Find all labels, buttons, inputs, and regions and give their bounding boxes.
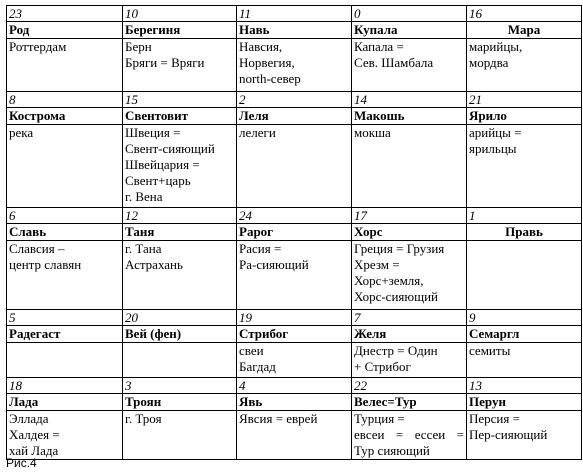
association-line: Хрезм =	[354, 257, 400, 272]
association-cell	[237, 241, 352, 310]
deity-name: Макошь	[352, 108, 467, 125]
deity-number: 3	[123, 378, 237, 394]
association-line: Астрахань	[125, 257, 183, 272]
deity-number: 12	[123, 208, 237, 224]
association-line: Швейцария =	[125, 157, 200, 172]
association-line: свеи	[239, 343, 264, 358]
name-row	[7, 224, 582, 241]
name-row	[7, 108, 582, 125]
association-cell	[123, 241, 237, 310]
deity-number: 0	[352, 6, 467, 22]
association-line: Персия =	[469, 411, 520, 426]
association-row	[7, 125, 582, 208]
association-line: г. Вена	[125, 189, 163, 204]
deity-name: Хорс	[352, 224, 467, 241]
association-row	[7, 343, 582, 378]
deity-table-body	[7, 6, 582, 460]
deity-number: 22	[352, 378, 467, 394]
deity-number: 10	[123, 6, 237, 22]
deity-number: 16	[467, 6, 582, 22]
association-cell	[237, 411, 352, 460]
deity-name: Перун	[467, 394, 582, 411]
deity-number: 11	[237, 6, 352, 22]
association-cell	[467, 125, 582, 208]
deity-name: Кострома	[7, 108, 123, 125]
deity-number: 20	[123, 310, 237, 326]
association-line: мордва	[469, 55, 509, 70]
association-line: г. Троя	[125, 411, 162, 426]
association-cell	[7, 39, 123, 92]
association-line: Хорс+земля,	[354, 273, 424, 288]
name-row	[7, 326, 582, 343]
association-line: Греция = Грузия	[354, 241, 445, 256]
deity-name: Свентовит	[123, 108, 237, 125]
association-line: Навсия,	[239, 39, 283, 54]
association-cell	[352, 411, 467, 460]
association-line: Халдея =	[9, 427, 60, 442]
deity-name: Вей (фен)	[123, 326, 237, 343]
deity-number: 17	[352, 208, 467, 224]
association-line: north-север	[239, 71, 301, 86]
association-cell	[7, 411, 123, 460]
association-cell	[123, 343, 237, 378]
association-cell	[352, 125, 467, 208]
association-line: лелеги	[239, 125, 276, 140]
deity-number: 4	[237, 378, 352, 394]
deity-table	[6, 5, 582, 460]
deity-number: 14	[352, 92, 467, 108]
association-line: евсеи = ессеи =	[354, 427, 464, 442]
association-cell	[7, 125, 123, 208]
deity-number: 5	[7, 310, 123, 326]
deity-number: 9	[467, 310, 582, 326]
figure-caption: Рис.4	[6, 456, 37, 470]
deity-name: Явь	[237, 394, 352, 411]
deity-name: Лада	[7, 394, 123, 411]
deity-number: 2	[237, 92, 352, 108]
number-row	[7, 310, 582, 326]
deity-name: Мара	[467, 22, 582, 39]
association-line: Норвегия,	[239, 55, 295, 70]
association-line: центр славян	[9, 257, 82, 272]
association-cell	[467, 241, 582, 310]
association-line: Тур сияющий	[354, 443, 430, 458]
deity-name: Купала	[352, 22, 467, 39]
association-line: марийцы,	[469, 39, 523, 54]
association-line: Явсия = еврей	[239, 411, 318, 426]
deity-number: 1	[467, 208, 582, 224]
association-line: Хорс-сияющий	[354, 289, 439, 304]
association-line: Капала =	[354, 39, 404, 54]
association-line: хай Лада	[9, 443, 59, 458]
name-row	[7, 22, 582, 39]
association-row	[7, 411, 582, 460]
association-line: + Стрибог	[354, 359, 411, 374]
association-line: семиты	[469, 343, 511, 358]
association-cell	[352, 241, 467, 310]
association-line: Берн	[125, 39, 152, 54]
association-cell	[237, 39, 352, 92]
association-line: г. Тана	[125, 241, 162, 256]
association-cell	[467, 343, 582, 378]
deity-number: 6	[7, 208, 123, 224]
association-line: арийцы =	[469, 125, 522, 140]
deity-name: Славь	[7, 224, 123, 241]
deity-number: 13	[467, 378, 582, 394]
deity-name: Стрибог	[237, 326, 352, 343]
association-cell	[123, 411, 237, 460]
number-row	[7, 6, 582, 22]
deity-name: Правь	[467, 224, 582, 241]
association-line: Бряги = Вряги	[125, 55, 205, 70]
association-line: Багдад	[239, 359, 276, 374]
association-cell	[467, 411, 582, 460]
deity-name: Велес=Тур	[352, 394, 467, 411]
name-row	[7, 394, 582, 411]
association-cell	[7, 343, 123, 378]
association-line: Расия =	[239, 241, 282, 256]
association-cell	[352, 39, 467, 92]
deity-name: Радегаст	[7, 326, 123, 343]
association-line: Свент-сияющий	[125, 141, 215, 156]
deity-number: 8	[7, 92, 123, 108]
association-cell	[237, 125, 352, 208]
association-line: Днестр = Один	[354, 343, 438, 358]
deity-name: Желя	[352, 326, 467, 343]
association-line: мокша	[354, 125, 391, 140]
association-line: Турция =	[354, 411, 405, 426]
association-line: река	[9, 125, 34, 140]
deity-number: 19	[237, 310, 352, 326]
deity-name: Ярило	[467, 108, 582, 125]
number-row	[7, 208, 582, 224]
deity-name: Берегиня	[123, 22, 237, 39]
deity-name: Леля	[237, 108, 352, 125]
association-cell	[123, 125, 237, 208]
deity-number: 21	[467, 92, 582, 108]
association-line: Роттердам	[9, 39, 67, 54]
association-line: Сев. Шамбала	[354, 55, 434, 70]
deity-number: 7	[352, 310, 467, 326]
deity-name: Семаргл	[467, 326, 582, 343]
association-cell	[352, 343, 467, 378]
association-row	[7, 241, 582, 310]
association-line: Свент+царь	[125, 173, 191, 188]
deity-number: 24	[237, 208, 352, 224]
association-cell	[123, 39, 237, 92]
association-cell	[237, 343, 352, 378]
association-cell	[467, 39, 582, 92]
association-line: Швеция =	[125, 125, 181, 140]
number-row	[7, 378, 582, 394]
deity-number: 15	[123, 92, 237, 108]
deity-number: 18	[7, 378, 123, 394]
association-row	[7, 39, 582, 92]
deity-name: Навь	[237, 22, 352, 39]
deity-name: Род	[7, 22, 123, 39]
deity-name: Таня	[123, 224, 237, 241]
association-line: Эллада	[9, 411, 49, 426]
deity-name: Рарог	[237, 224, 352, 241]
association-line: ярильцы	[469, 141, 517, 156]
deity-name: Троян	[123, 394, 237, 411]
association-line: Славсия –	[9, 241, 65, 256]
association-line: Ра-сияющий	[239, 257, 309, 272]
association-cell	[7, 241, 123, 310]
association-line: Пер-сияющий	[469, 427, 548, 442]
deity-number: 23	[7, 6, 123, 22]
number-row	[7, 92, 582, 108]
